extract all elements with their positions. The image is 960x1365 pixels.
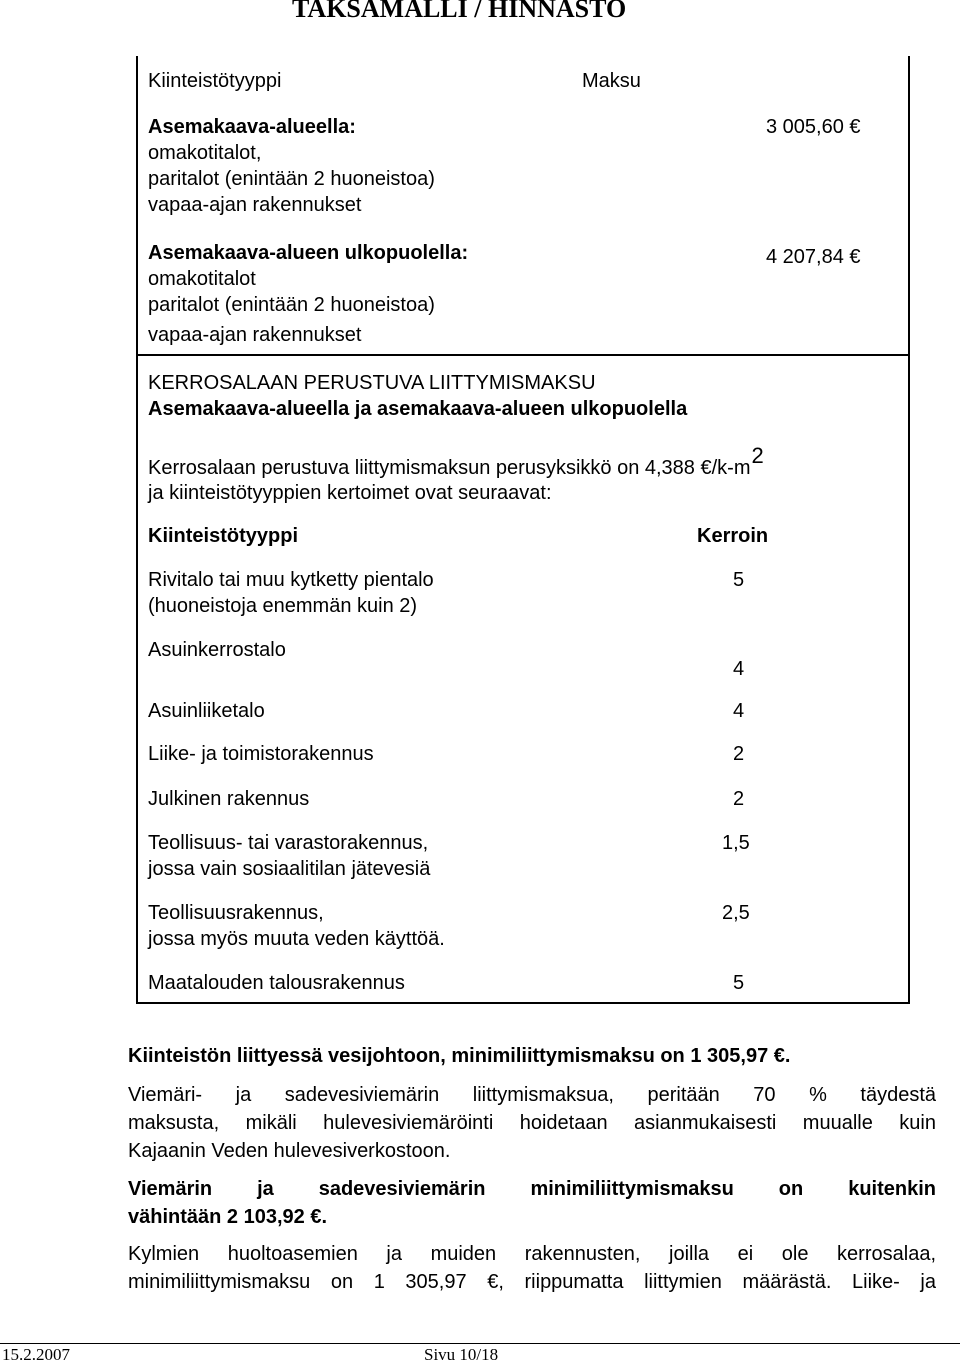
coef-value: 1,5 (722, 832, 750, 854)
type-label: Julkinen rakennus (148, 788, 310, 810)
coef-value: 4 (733, 700, 745, 722)
row-line: omakotitalot, (148, 142, 262, 164)
cold-station-line: Kylmien huoltoasemien ja muiden rakennusten, joilla ei ole kerrosalaa, (128, 1243, 936, 1265)
table-divider (136, 354, 910, 356)
type-label: jossa myös muuta veden käyttöä. (148, 928, 445, 950)
cold-station-line: minimiliittymismaksu on 1 305,97 €, riippumatta liittymien määrästä. Liike- ja (128, 1271, 936, 1293)
col-header-type: Kiinteistötyyppi (148, 525, 299, 547)
min-sewer-fee-line: vähintään 2 103,92 €. (128, 1206, 328, 1228)
intro-line (148, 443, 764, 481)
type-label: (huoneistoja enemmän kuin 2) (148, 595, 418, 617)
type-label: Teollisuus- tai varastorakennus, (148, 832, 429, 854)
sewer-discount-line: maksusta, mikäli hulevesiviemäröinti hoidetaan asianmukaisesti muualle kuin (128, 1112, 936, 1134)
table-border-left (136, 56, 138, 1004)
type-label: Teollisuusrakennus, (148, 902, 324, 924)
row-line: paritalot (enintään 2 huoneistoa) (148, 168, 435, 190)
footer-date: 15.2.2007 (2, 1345, 70, 1364)
table-border-right (908, 56, 910, 1004)
page-title: TAKSAMALLI / HINNASTO (292, 0, 627, 23)
table-border-bottom (136, 1002, 910, 1004)
col-header-type: Kiinteistötyyppi (148, 70, 282, 92)
min-sewer-fee-line: Viemärin ja sadevesiviemärin minimiliittymismaksu on kuitenkin (128, 1178, 936, 1200)
row-line: paritalot (enintään 2 huoneistoa) (148, 294, 435, 316)
sewer-discount-line: Viemäri- ja sadevesiviemärin liittymismaksua, peritään 70 % täydestä (128, 1084, 936, 1106)
coef-value: 2 (733, 743, 745, 765)
type-label: Liike- ja toimistorakennus (148, 743, 374, 765)
type-label: jossa vain sosiaalitilan jätevesiä (148, 858, 431, 880)
row-line: vapaa-ajan rakennukset (148, 194, 362, 216)
coef-value: 5 (733, 569, 745, 591)
coef-value: 2 (733, 788, 745, 810)
min-water-fee-note: Kiinteistön liittyessä vesijohtoon, minimiliittymismaksu on 1 305,97 €. (128, 1045, 791, 1067)
intro-text: Kerrosalaan perustuva liittymismaksun perusyksikkö on 4,388 €/k-m (148, 457, 751, 479)
coef-value: 2,5 (722, 902, 750, 924)
col-header-fee: Maksu (582, 70, 641, 92)
coef-value: 4 (733, 658, 745, 680)
section-subtitle: Asemakaava-alueella ja asemakaava-alueen ulkopuolella (148, 398, 688, 420)
intro-line: ja kiinteistötyyppien kertoimet ovat seuraavat: (148, 482, 552, 504)
type-label: Maatalouden talousrakennus (148, 972, 405, 994)
row-line: vapaa-ajan rakennukset (148, 324, 362, 346)
footer-page-number: Sivu 10/18 (424, 1345, 499, 1364)
type-label: Rivitalo tai muu kytketty pientalo (148, 569, 434, 591)
footer-rule (0, 1343, 960, 1344)
section-title: KERROSALAAN PERUSTUVA LIITTYMISMAKSU (148, 372, 596, 394)
square-superscript: 2 (751, 443, 764, 468)
coef-value: 5 (733, 972, 745, 994)
row-heading: Asemakaava-alueella: (148, 116, 356, 138)
type-label: Asuinliiketalo (148, 700, 265, 722)
row-line: omakotitalot (148, 268, 256, 290)
row-heading: Asemakaava-alueen ulkopuolella: (148, 242, 469, 264)
type-label: Asuinkerrostalo (148, 639, 286, 661)
fee-value: 4 207,84 € (766, 246, 861, 268)
fee-value: 3 005,60 € (766, 116, 861, 138)
sewer-discount-line: Kajaanin Veden hulevesiverkostoon. (128, 1140, 451, 1162)
col-header-coef: Kerroin (697, 525, 769, 547)
